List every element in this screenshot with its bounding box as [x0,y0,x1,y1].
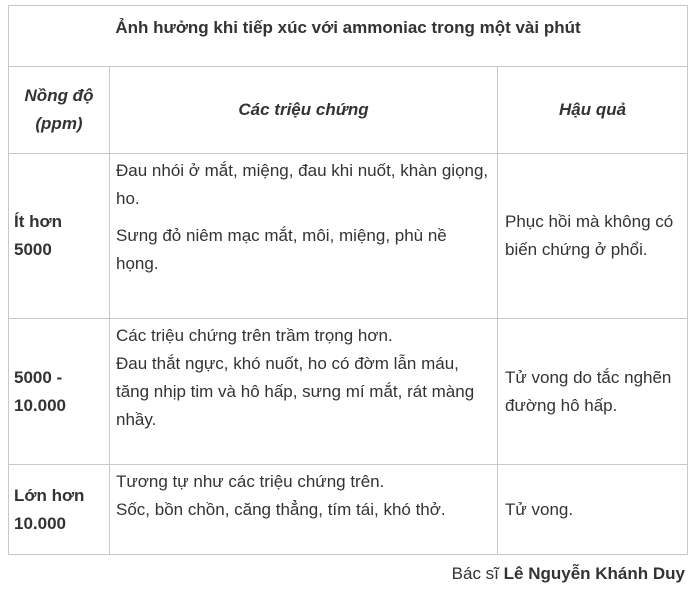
header-concentration [9,67,110,154]
symptoms-paragraph: Sưng đỏ niêm mạc mắt, môi, miệng, phù nề họng. [116,226,447,273]
signature-prefix: Bác sĩ [451,564,499,583]
header-concentration-line1: Nồng độ [24,86,94,105]
ammonia-exposure-table [8,5,688,555]
concentration-cell [9,465,110,555]
doctor-name: Lê Nguyễn Khánh Duy [503,564,685,583]
consequence-cell: Tử vong do tắc nghẽn đường hô hấp. [498,319,688,465]
table-title-cell [9,6,688,67]
table-title-row [9,6,688,67]
table-title: Ảnh hưởng khi tiếp xúc với ammoniac trong một vài phút [115,18,581,37]
symptoms-cell [110,154,498,319]
concentration-cell [9,319,110,465]
concentration-cell [9,154,110,319]
concentration-line1: Ít hơn [14,212,62,231]
concentration-line2: 10.000 [14,513,66,533]
header-consequences: Hậu quả [498,67,688,154]
concentration-line2: 10.000 [14,395,66,415]
consequence-cell: Phục hồi mà không có biến chứng ở phổi. [498,154,688,319]
table-row [9,319,688,465]
concentration-line1: Lớn hơn [14,485,85,505]
table-row [9,465,688,555]
symptoms-cell [110,319,498,465]
symptoms-line: Đau thắt ngực, khó nuốt, ho có đờm lẫn máu, tăng nhịp tim và hô hấp, sưng mí mắt, rát màng nhầy. [116,354,475,429]
symptoms-line: Các triệu chứng trên trầm trọng hơn. [116,326,393,345]
symptoms-line: Sốc, bồn chồn, căng thẳng, tím tái, khó thở. [116,500,446,519]
concentration-line1: 5000 - [14,367,63,387]
table-row [9,154,688,319]
symptoms-paragraph: Đau nhói ở mắt, miệng, đau khi nuốt, khàn giọng, ho. [116,161,489,208]
consequence-cell: Tử vong. [498,465,688,555]
table-header-row [9,67,688,154]
symptoms-line: Tương tự như các triệu chứng trên. [116,472,385,491]
concentration-line2: 5000 [14,240,52,259]
header-symptoms: Các triệu chứng [110,67,498,154]
author-signature [452,563,685,585]
symptoms-cell [110,465,498,555]
header-concentration-line2: (ppm) [35,114,83,133]
